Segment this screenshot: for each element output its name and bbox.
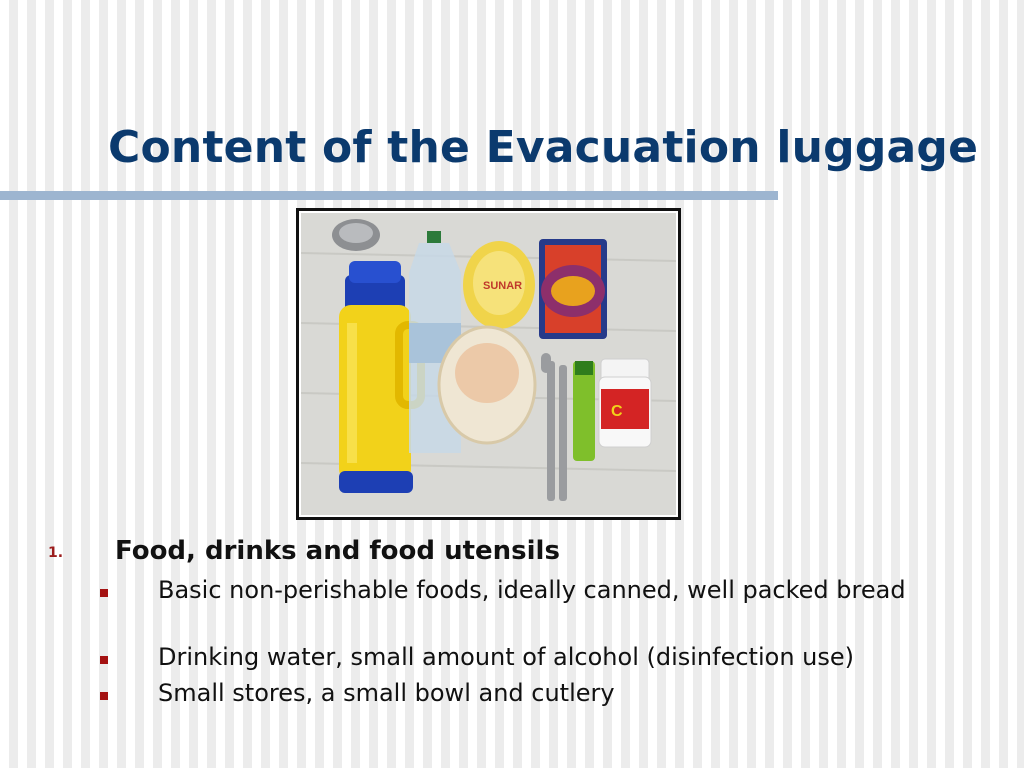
svg-text:SUNAR: SUNAR [483, 280, 523, 292]
list-number: 1. [48, 545, 64, 561]
list-item: Basic non-perishable foods, ideally canned, well packed bread [158, 576, 906, 604]
list-item: Drinking water, small amount of alcohol (disinfection use) [158, 643, 854, 671]
photo-illustration [301, 213, 676, 515]
vitamin-c-jar [599, 359, 651, 447]
bread [439, 327, 535, 443]
bullet-marker [100, 589, 108, 597]
packaged-food [463, 241, 535, 329]
snack-box [539, 239, 607, 339]
evacuation-luggage-photo [296, 208, 681, 520]
svg-text:C: C [611, 403, 623, 420]
bullet-marker [100, 692, 108, 700]
title-divider [0, 191, 778, 200]
bullet-marker [100, 656, 108, 664]
slide-title: Content of the Evacuation luggage [108, 122, 979, 173]
section-heading: Food, drinks and food utensils [115, 536, 560, 566]
list-item: Small stores, a small bowl and cutlery [158, 679, 615, 707]
vitamin-tube [573, 361, 595, 461]
